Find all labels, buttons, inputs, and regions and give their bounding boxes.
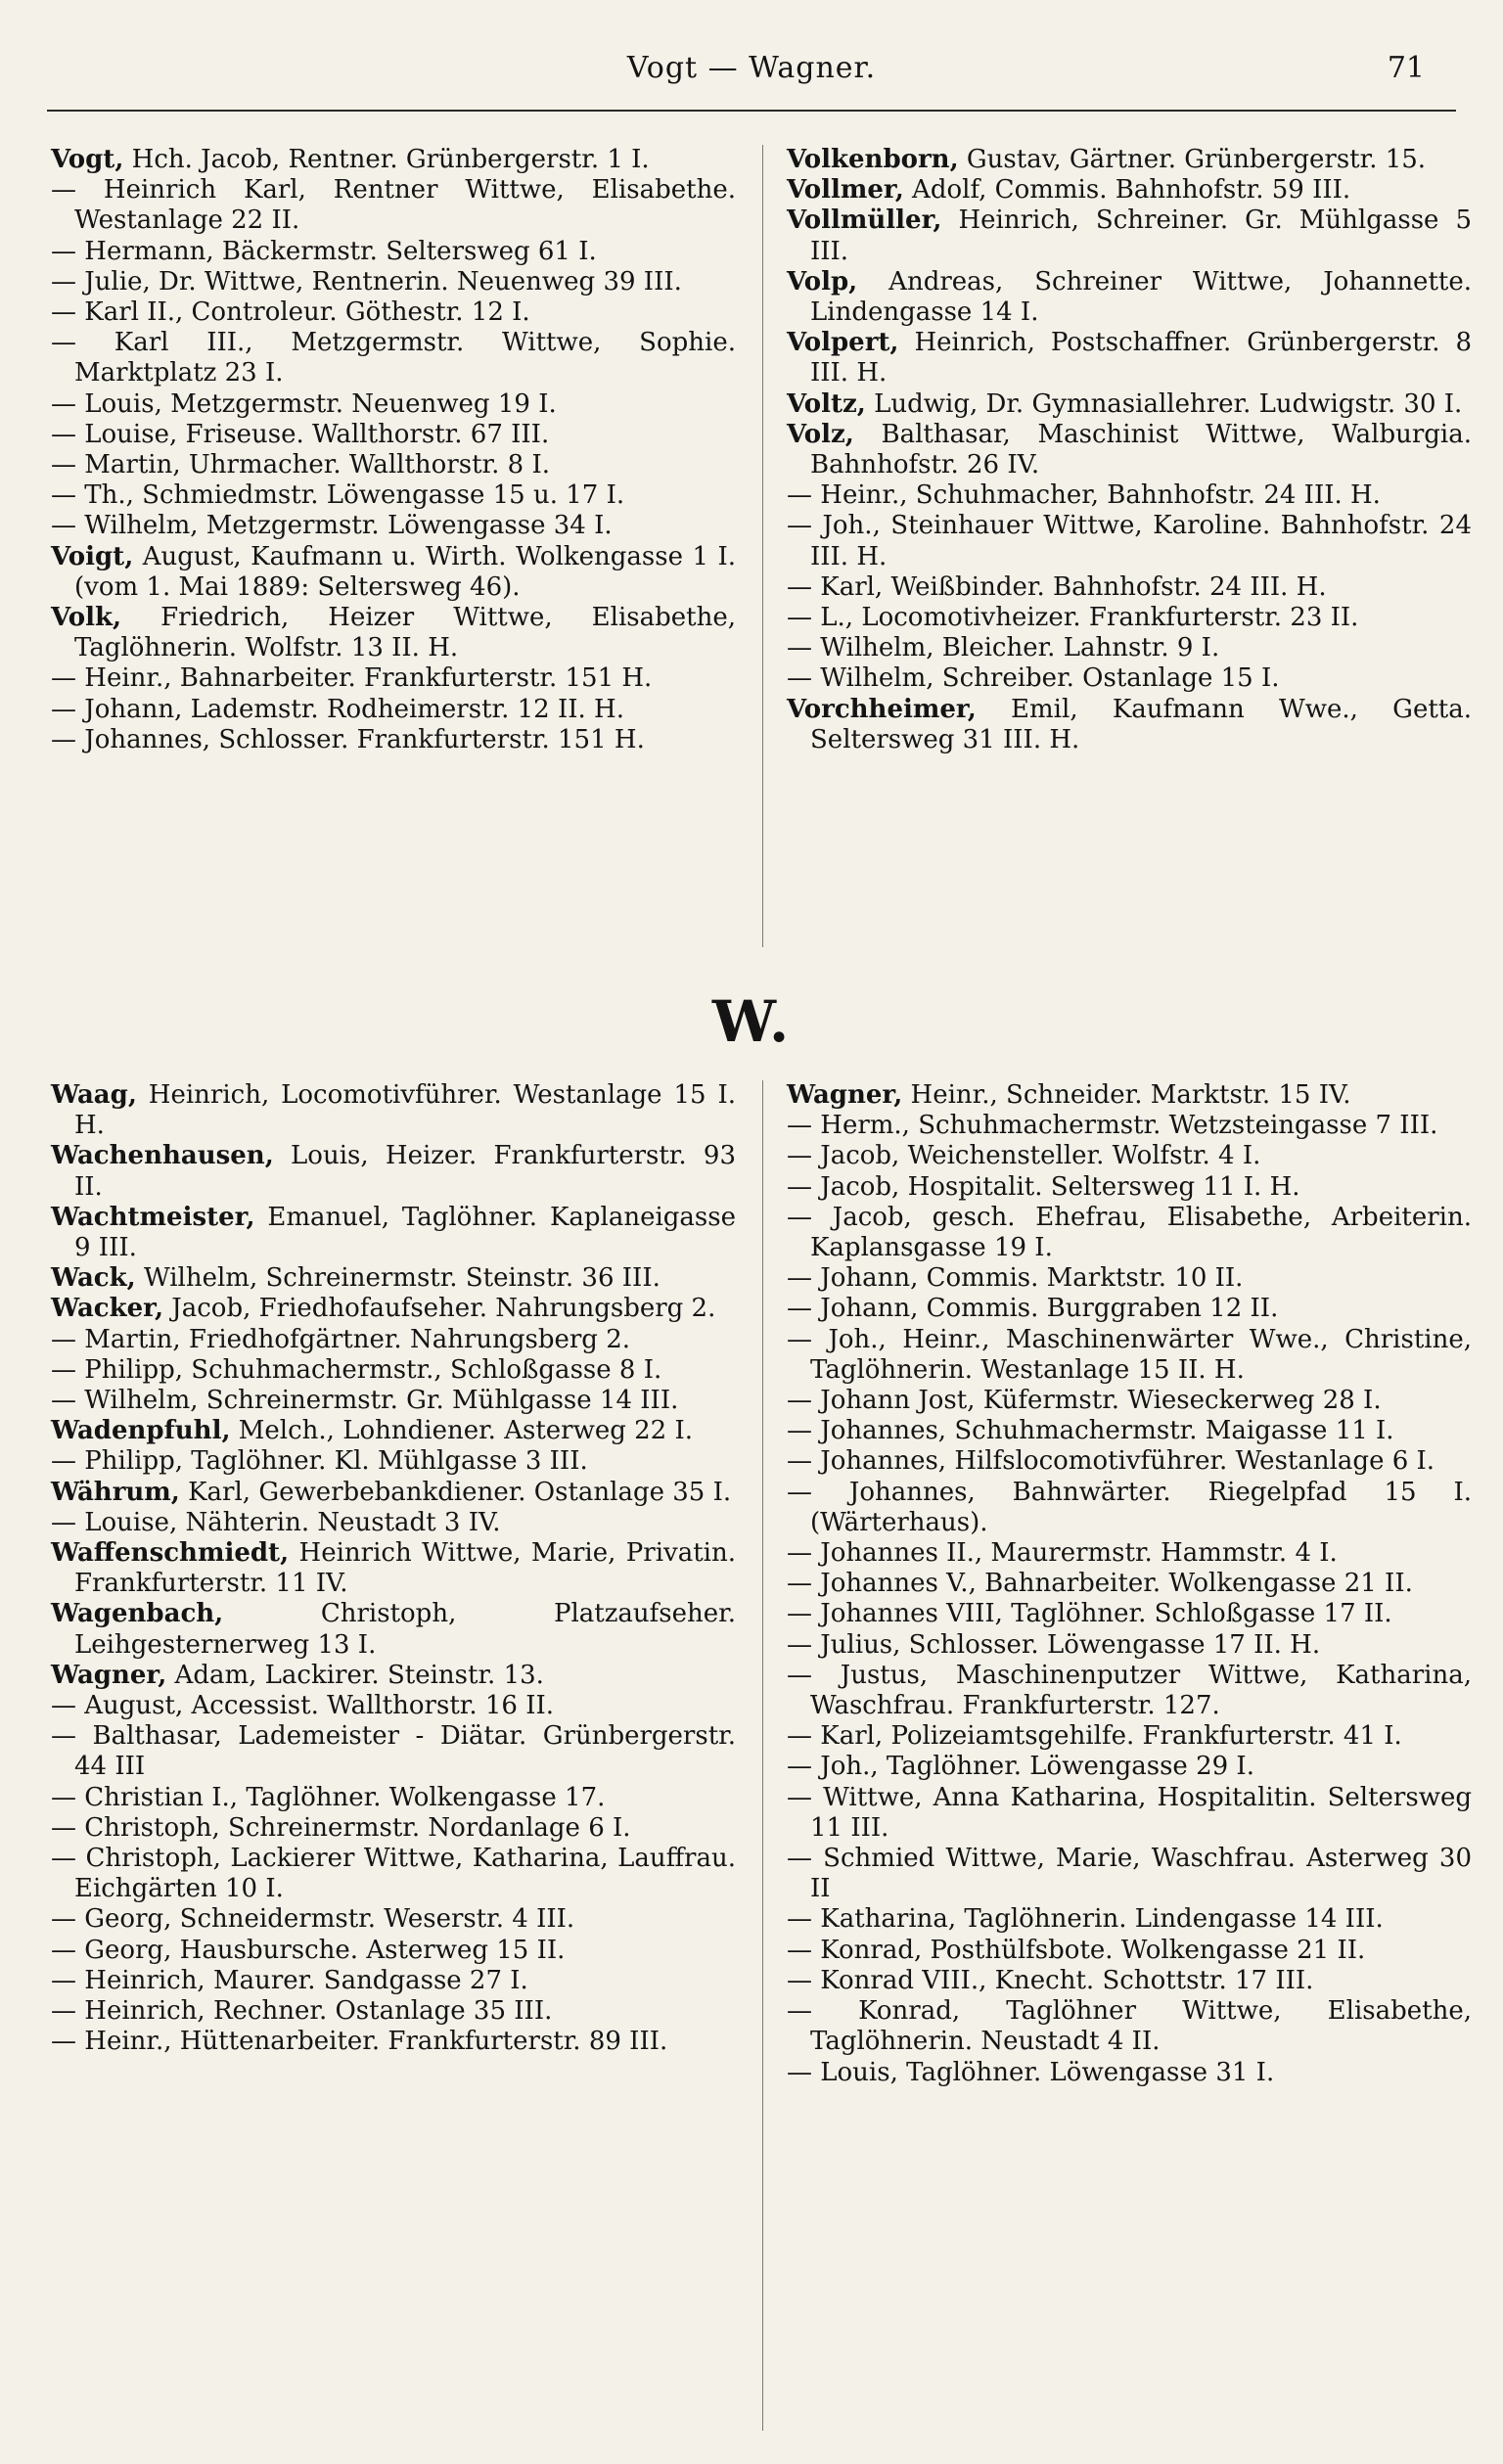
directory-entry — [787, 1386, 1472, 1416]
entry-text: — Th., Schmiedmstr. Löwengasse 15 u. 17 I. — [51, 480, 625, 511]
directory-entry — [51, 1416, 736, 1446]
directory-entry — [51, 1936, 736, 1966]
directory-entry — [787, 1141, 1472, 1171]
entry-text: Christoph, Platzaufseher. Leihgesternerweg 13 I. — [74, 1599, 736, 1660]
directory-entry — [787, 511, 1472, 571]
directory-entry — [787, 1936, 1472, 1966]
page-number: 71 — [1387, 51, 1425, 85]
entry-text: — Schmied Wittwe, Marie, Waschfrau. Asterweg 30 II — [787, 1844, 1472, 1904]
directory-entry — [787, 1538, 1472, 1569]
directory-entry — [787, 2058, 1472, 2088]
entry-text: — Louise, Friseuse. Wallthorstr. 67 III. — [51, 419, 550, 449]
entry-text: — Wilhelm, Bleicher. Lahnstr. 9 I. — [787, 633, 1220, 663]
entry-text: Heinrich, Schreiner. Gr. Mühlgasse 5 III. — [810, 205, 1472, 266]
entry-text: — Johannes V., Bahnarbeiter. Wolkengasse 21 II. — [787, 1569, 1413, 1599]
directory-entry — [787, 175, 1472, 205]
entry-text: — Balthasar, Lademeister - Diätar. Grünbergerstr. 44 III — [51, 1721, 736, 1782]
entry-text: — Heinr., Bahnarbeiter. Frankfurterstr. 151 H. — [51, 663, 653, 694]
entry-text: — Hermann, Bäckermstr. Seltersweg 61 I. — [51, 236, 597, 266]
entry-surname: Volk, — [51, 603, 122, 633]
entry-text: Ludwig, Dr. Gymnasiallehrer. Ludwigstr. 30 I. — [865, 388, 1463, 419]
entry-text: Gustav, Gärtner. Grünbergerstr. 15. — [958, 145, 1427, 174]
entry-text: — Joh., Steinhauer Wittwe, Karoline. Bahnhofstr. 24 III. H. — [787, 511, 1472, 571]
entry-text: — Jacob, Weichensteller. Wolfstr. 4 I. — [787, 1141, 1261, 1171]
entry-text: — Konrad, Posthülfsbote. Wolkengasse 21 II. — [787, 1935, 1366, 1965]
entry-text: — Karl, Weißbinder. Bahnhofstr. 24 III. H. — [787, 571, 1327, 602]
directory-entry — [787, 1172, 1472, 1203]
header-rule — [47, 110, 1456, 112]
directory-entry — [51, 2027, 736, 2057]
directory-entry — [787, 1630, 1472, 1661]
directory-entry — [51, 420, 736, 450]
entry-text: — Christian I., Taglöhner. Wolkengasse 17. — [51, 1782, 606, 1812]
directory-entry — [787, 603, 1472, 633]
entry-text: — Georg, Schneidermstr. Weserstr. 4 III. — [51, 1904, 575, 1935]
directory-entry — [787, 1416, 1472, 1446]
directory-entry — [51, 511, 736, 541]
directory-entry — [787, 1111, 1472, 1141]
directory-entry — [51, 725, 736, 755]
directory-entry — [51, 542, 736, 603]
entry-text: Heinrich Wittwe, Marie, Privatin. Frankfurterstr. 11 IV. — [74, 1538, 736, 1599]
entry-text: — Heinr., Hüttenarbeiter. Frankfurterstr. 89 III. — [51, 2027, 668, 2057]
entry-text: — Joh., Heinr., Maschinenwärter Wwe., Christine, Taglöhnerin. Westanlage 15 II. H. — [787, 1324, 1472, 1385]
directory-entry — [51, 267, 736, 297]
directory-entry — [51, 663, 736, 694]
entry-text: — Wittwe, Anna Katharina, Hospitalitin. Seltersweg 11 III. — [787, 1782, 1472, 1843]
directory-entry — [787, 389, 1472, 420]
entry-surname: Vorchheimer, — [787, 694, 977, 724]
entry-text: Melch., Lohndiener. Asterweg 22 I. — [230, 1416, 694, 1446]
entry-surname: Volpert, — [787, 328, 899, 358]
directory-entry — [787, 1294, 1472, 1324]
directory-entry — [51, 1203, 736, 1263]
entry-text: Heinrich, Postschaffner. Grünbergerstr. 8 III. H. — [810, 328, 1472, 388]
directory-entry — [51, 1141, 736, 1202]
directory-entry — [51, 1355, 736, 1386]
entry-text: — Wilhelm, Schreinermstr. Gr. Mühlgasse 14 III. — [51, 1386, 679, 1416]
entry-text: — Louis, Metzgermstr. Neuenweg 19 I. — [51, 388, 557, 419]
directory-entry — [787, 663, 1472, 694]
running-head: Vogt — Wagner. — [626, 51, 877, 85]
directory-entry — [51, 1783, 736, 1813]
directory-entry — [51, 1386, 736, 1416]
entry-text: — Georg, Hausbursche. Asterweg 15 II. — [51, 1935, 566, 1965]
column-top-right — [787, 145, 1472, 755]
entry-text: — Herm., Schuhmachermstr. Wetzsteingasse 7 III. — [787, 1111, 1438, 1141]
entry-surname: Wack, — [51, 1263, 136, 1294]
directory-entry — [787, 1080, 1472, 1111]
entry-text: Karl, Gewerbebankdiener. Ostanlage 35 I. — [179, 1477, 732, 1507]
directory-entry — [787, 1446, 1472, 1477]
entry-surname: Waag, — [51, 1080, 137, 1110]
entry-surname: Wadenpfuhl, — [51, 1416, 231, 1446]
column-bottom-right — [787, 1080, 1472, 2088]
entry-text: — Martin, Uhrmacher. Wallthorstr. 8 I. — [51, 450, 550, 480]
directory-entry — [51, 1478, 736, 1508]
entry-surname: Vogt, — [51, 145, 124, 174]
entry-text: — Julie, Dr. Wittwe, Rentnerin. Neuenweg 39 III. — [51, 266, 682, 297]
entry-surname: Wagner, — [787, 1080, 903, 1110]
directory-entry — [787, 328, 1472, 388]
entry-text: — Johannes VIII, Taglöhner. Schloßgasse 17 II. — [787, 1599, 1392, 1629]
directory-entry — [51, 389, 736, 420]
directory-entry — [51, 1996, 736, 2027]
entry-surname: Wagner, — [51, 1660, 167, 1690]
directory-entry — [787, 1599, 1472, 1629]
entry-text: — Karl II., Controleur. Göthestr. 12 I. — [51, 297, 530, 328]
directory-entry — [51, 1904, 736, 1935]
directory-entry — [51, 1325, 736, 1355]
entry-text: — Julius, Schlosser. Löwengasse 17 II. H. — [787, 1629, 1321, 1660]
entry-surname: Volz, — [787, 419, 854, 449]
directory-entry — [51, 1446, 736, 1477]
entry-text: Friedrich, Heizer Wittwe, Elisabethe, Taglöhnerin. Wolfstr. 13 II. H. — [74, 603, 736, 663]
column-top-left — [51, 145, 736, 755]
column-divider-top — [762, 145, 763, 947]
directory-entry — [51, 1844, 736, 1904]
directory-entry — [787, 1966, 1472, 1996]
entry-surname: Vollmüller, — [787, 205, 942, 236]
directory-entry — [51, 1263, 736, 1294]
entry-text: — Louise, Nähterin. Neustadt 3 IV. — [51, 1507, 501, 1537]
directory-entry — [51, 1508, 736, 1538]
directory-entry — [787, 1325, 1472, 1386]
entry-text: — Johannes, Schlosser. Frankfurterstr. 151 H. — [51, 724, 645, 754]
directory-entry — [787, 695, 1472, 755]
entry-text: August, Kaufmann u. Wirth. Wolkengasse 1 I. (vom 1. Mai 1889: Seltersweg 46). — [74, 541, 736, 602]
entry-text: Heinrich, Locomotivführer. Westanlage 15 I. H. — [74, 1080, 736, 1141]
entry-text: — Johann, Commis. Marktstr. 10 II. — [787, 1263, 1244, 1294]
directory-entry — [51, 1966, 736, 1996]
column-bottom-left — [51, 1080, 736, 2058]
directory-entry — [787, 1996, 1472, 2057]
entry-text: — Johannes, Hilfslocomotivführer. Westanlage 6 I. — [787, 1446, 1435, 1477]
directory-entry — [787, 480, 1472, 511]
directory-entry — [787, 1721, 1472, 1752]
entry-surname: Vollmer, — [787, 175, 904, 205]
directory-entry — [51, 328, 736, 388]
entry-text: — Wilhelm, Schreiber. Ostanlage 15 I. — [787, 663, 1280, 694]
entry-text: — Johann, Lademstr. Rodheimerstr. 12 II. H. — [51, 694, 624, 724]
entry-text: — Joh., Taglöhner. Löwengasse 29 I. — [787, 1752, 1254, 1782]
directory-entry — [787, 145, 1472, 175]
entry-surname: Voigt, — [51, 541, 134, 571]
entry-text: — August, Accessist. Wallthorstr. 16 II. — [51, 1691, 555, 1721]
entry-surname: Waffenschmiedt, — [51, 1538, 290, 1569]
entry-surname: Volp, — [787, 266, 858, 297]
entry-text: Adam, Lackirer. Steinstr. 13. — [166, 1660, 544, 1690]
directory-entry — [51, 1599, 736, 1660]
entry-surname: Voltz, — [787, 388, 866, 419]
entry-surname: Wachtmeister, — [51, 1202, 255, 1232]
entry-text: — Karl III., Metzgermstr. Wittwe, Sophie. Marktplatz 23 I. — [51, 328, 736, 388]
entry-text: — Heinrich, Maurer. Sandgasse 27 I. — [51, 1965, 528, 1995]
entry-text: — Martin, Friedhofgärtner. Nahrungsberg 2. — [51, 1324, 631, 1354]
entry-text: — Heinrich Karl, Rentner Wittwe, Elisabethe. Westanlage 22 II. — [51, 175, 736, 236]
entry-surname: Wacker, — [51, 1294, 164, 1324]
directory-entry — [51, 603, 736, 663]
entry-text: Louis, Heizer. Frankfurterstr. 93 II. — [74, 1141, 736, 1202]
entry-text: Adolf, Commis. Bahnhofstr. 59 III. — [903, 175, 1351, 205]
entry-text: — Justus, Maschinenputzer Wittwe, Katharina, Waschfrau. Frankfurterstr. 127. — [787, 1660, 1472, 1721]
entry-text: Balthasar, Maschinist Wittwe, Walburgia. Bahnhofstr. 26 IV. — [810, 419, 1472, 480]
directory-entry — [51, 145, 736, 175]
directory-entry — [787, 267, 1472, 328]
entry-text: — Konrad, Taglöhner Wittwe, Elisabethe, Taglöhnerin. Neustadt 4 II. — [787, 1996, 1472, 2057]
directory-entry — [51, 175, 736, 236]
entry-text: — Karl, Polizeiamtsgehilfe. Frankfurterstr. 41 I. — [787, 1721, 1402, 1752]
entry-text: — Johannes, Schuhmachermstr. Maigasse 11 I. — [787, 1416, 1394, 1446]
directory-entry — [787, 1263, 1472, 1294]
entry-text: — L., Locomotivheizer. Frankfurterstr. 23 II. — [787, 603, 1359, 633]
entry-text: — Katharina, Taglöhnerin. Lindengasse 14 III. — [787, 1904, 1384, 1935]
directory-entry — [787, 1783, 1472, 1844]
section-letter: W. — [711, 988, 792, 1055]
directory-entry — [787, 633, 1472, 663]
directory-entry — [787, 1844, 1472, 1904]
directory-entry — [787, 1203, 1472, 1263]
directory-entry — [51, 1294, 736, 1324]
directory-entry — [51, 450, 736, 480]
entry-text: Jacob, Friedhofaufseher. Nahrungsberg 2. — [163, 1294, 716, 1324]
directory-entry — [787, 1569, 1472, 1599]
directory-entry — [51, 1661, 736, 1691]
entry-text: — Johann Jost, Küfermstr. Wieseckerweg 28 I. — [787, 1386, 1382, 1416]
directory-entry — [51, 1721, 736, 1782]
directory-entry — [51, 1538, 736, 1599]
entry-surname: Volkenborn, — [787, 145, 959, 174]
entry-text: Wilhelm, Schreinermstr. Steinstr. 36 III. — [135, 1263, 660, 1294]
directory-entry — [51, 297, 736, 328]
entry-text: — Heinrich, Rechner. Ostanlage 35 III. — [51, 1996, 553, 2027]
column-divider-bottom — [762, 1080, 763, 2431]
directory-entry — [787, 420, 1472, 480]
entry-text: — Jacob, gesch. Ehefrau, Elisabethe, Arbeiterin. Kaplansgasse 19 I. — [787, 1202, 1472, 1263]
directory-entry — [787, 1478, 1472, 1538]
entry-text: Andreas, Schreiner Wittwe, Johannette. Lindengasse 14 I. — [810, 266, 1472, 328]
directory-entry — [51, 1080, 736, 1141]
entry-text: — Philipp, Taglöhner. Kl. Mühlgasse 3 III. — [51, 1446, 588, 1477]
entry-surname: Wagenbach, — [51, 1599, 224, 1629]
directory-entry — [787, 1661, 1472, 1721]
directory-entry — [51, 1813, 736, 1844]
directory-entry — [787, 1752, 1472, 1782]
directory-entry — [51, 695, 736, 725]
entry-text: — Jacob, Hospitalit. Seltersweg 11 I. H. — [787, 1171, 1300, 1202]
entry-text: — Wilhelm, Metzgermstr. Löwengasse 34 I. — [51, 511, 613, 541]
entry-text: Hch. Jacob, Rentner. Grünbergerstr. 1 I. — [123, 145, 650, 174]
entry-text: — Johannes, Bahnwärter. Riegelpfad 15 I. (Wärterhaus). — [787, 1477, 1472, 1537]
entry-text: — Louis, Taglöhner. Löwengasse 31 I. — [787, 2057, 1275, 2087]
entry-text: — Heinr., Schuhmacher, Bahnhofstr. 24 III. H. — [787, 480, 1381, 511]
directory-entry — [51, 237, 736, 267]
entry-surname: Wachenhausen, — [51, 1141, 274, 1171]
directory-entry — [51, 1691, 736, 1721]
entry-text: Emanuel, Taglöhner. Kaplaneigasse 9 III. — [74, 1202, 736, 1263]
entry-text: — Christoph, Schreinermstr. Nordanlage 6 I. — [51, 1812, 631, 1843]
entry-text: — Johannes II., Maurermstr. Hammstr. 4 I. — [787, 1538, 1338, 1569]
entry-text: Heinr., Schneider. Marktstr. 15 IV. — [902, 1080, 1351, 1110]
directory-entry — [787, 1904, 1472, 1935]
entry-text: — Johann, Commis. Burggraben 12 II. — [787, 1294, 1279, 1324]
entry-text: — Philipp, Schuhmachermstr., Schloßgasse 8 I. — [51, 1354, 662, 1385]
entry-surname: Währum, — [51, 1477, 180, 1507]
entry-text: — Konrad VIII., Knecht. Schottstr. 17 III. — [787, 1965, 1314, 1995]
entry-text: Emil, Kaufmann Wwe., Getta. Seltersweg 31 III. H. — [810, 694, 1472, 754]
directory-entry — [787, 572, 1472, 603]
directory-entry — [787, 205, 1472, 266]
directory-entry — [51, 480, 736, 511]
entry-text: — Christoph, Lackierer Wittwe, Katharina, Lauffrau. Eichgärten 10 I. — [51, 1844, 736, 1904]
